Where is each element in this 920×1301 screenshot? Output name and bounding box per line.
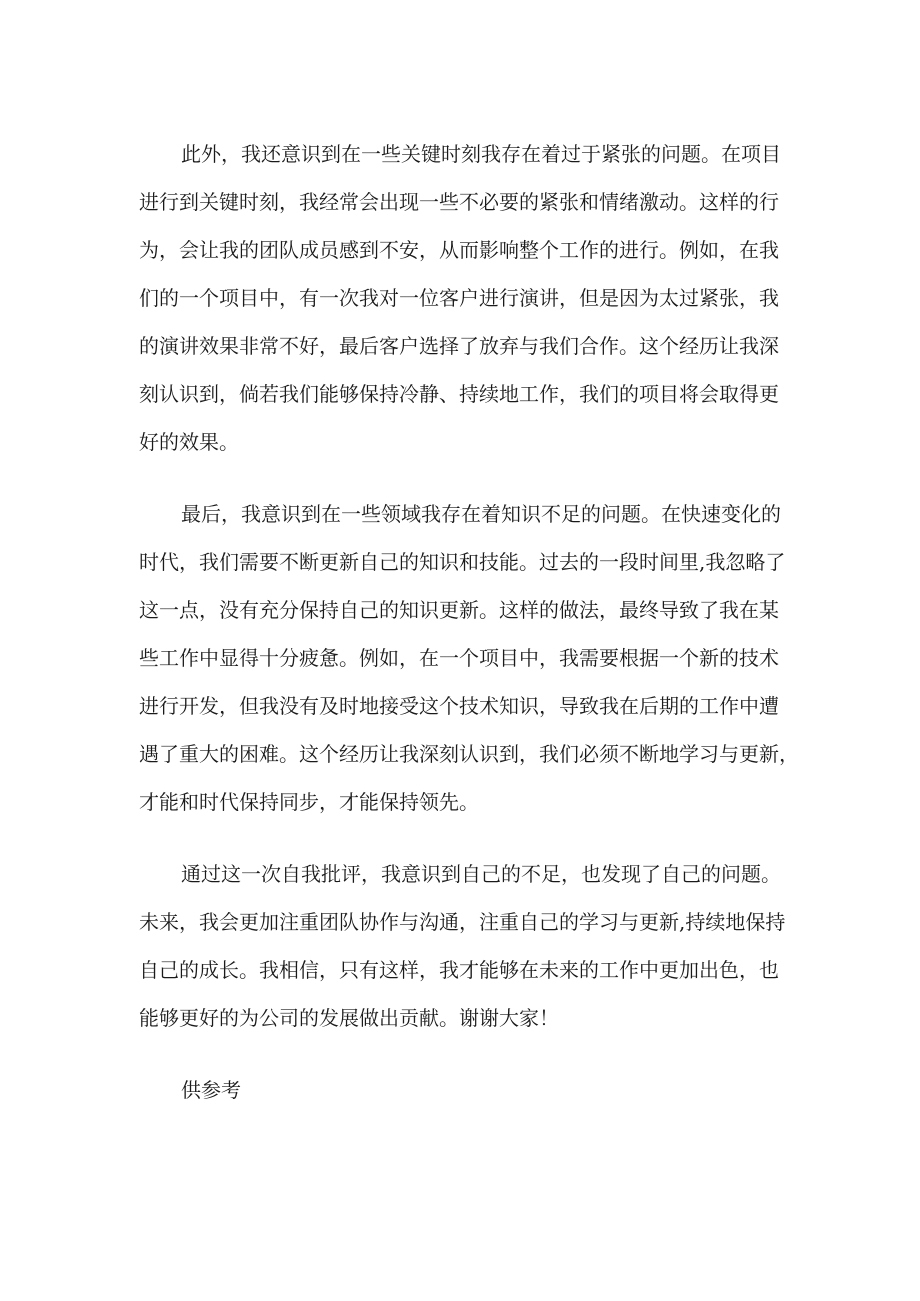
- paragraph-line: 的演讲效果非常不好，最后客户选择了放弃与我们合作。这个经历让我深: [139, 334, 779, 358]
- paragraph-line: 进行开发，但我没有及时地接受这个技术知识，导致我在后期的工作中遭: [139, 694, 779, 718]
- paragraph-knowledge: [139, 490, 799, 826]
- paragraph-line: 刻认识到，倘若我们能够保持冷静、持续地工作，我们的项目将会取得更: [139, 382, 779, 406]
- paragraph-line: 最后，我意识到在一些领域我存在着知识不足的问题。在快速变化的: [181, 502, 781, 526]
- paragraph-spacer: [139, 826, 799, 850]
- paragraph-line: 此外，我还意识到在一些关键时刻我存在着过于紧张的问题。在项目: [181, 142, 781, 166]
- paragraph-line: 时代，我们需要不断更新自己的知识和技能。过去的一段时间里,我忽略了: [139, 550, 786, 574]
- paragraph-spacer: [139, 466, 799, 490]
- paragraph-line: 为，会让我的团队成员感到不安，从而影响整个工作的进行。例如，在我: [139, 238, 779, 262]
- paragraph-line: 自己的成长。我相信，只有这样，我才能够在未来的工作中更加出色，也: [139, 958, 779, 982]
- document-body: [139, 130, 799, 1114]
- paragraph-line: 遇了重大的困难。这个经历让我深刻认识到，我们必须不断地学习与更新，: [139, 742, 799, 766]
- paragraph-line: 好的效果。: [139, 430, 239, 454]
- closing-note: 供参考: [181, 1078, 241, 1102]
- paragraph-spacer: [139, 1042, 799, 1066]
- paragraph-line: 进行到关键时刻，我经常会出现一些不必要的紧张和情绪激动。这样的行: [139, 190, 779, 214]
- paragraph-line: 通过这一次自我批评，我意识到自己的不足，也发现了自己的问题。: [181, 862, 781, 886]
- paragraph-line: 些工作中显得十分疲惫。例如，在一个项目中，我需要根据一个新的技术: [139, 646, 779, 670]
- paragraph-line: 未来，我会更加注重团队协作与沟通，注重自己的学习与更新,持续地保持: [139, 910, 786, 934]
- paragraph-line: 们的一个项目中，有一次我对一位客户进行演讲，但是因为太过紧张，我: [139, 286, 779, 310]
- paragraph-line: 这一点，没有充分保持自己的知识更新。这样的做法，最终导致了我在某: [139, 598, 779, 622]
- paragraph-tension: [139, 130, 799, 466]
- paragraph-line: 才能和时代保持同步，才能保持领先。: [139, 790, 479, 814]
- paragraph-conclusion: [139, 850, 799, 1042]
- paragraph-line: 能够更好的为公司的发展做出贡献。谢谢大家！: [139, 1006, 559, 1030]
